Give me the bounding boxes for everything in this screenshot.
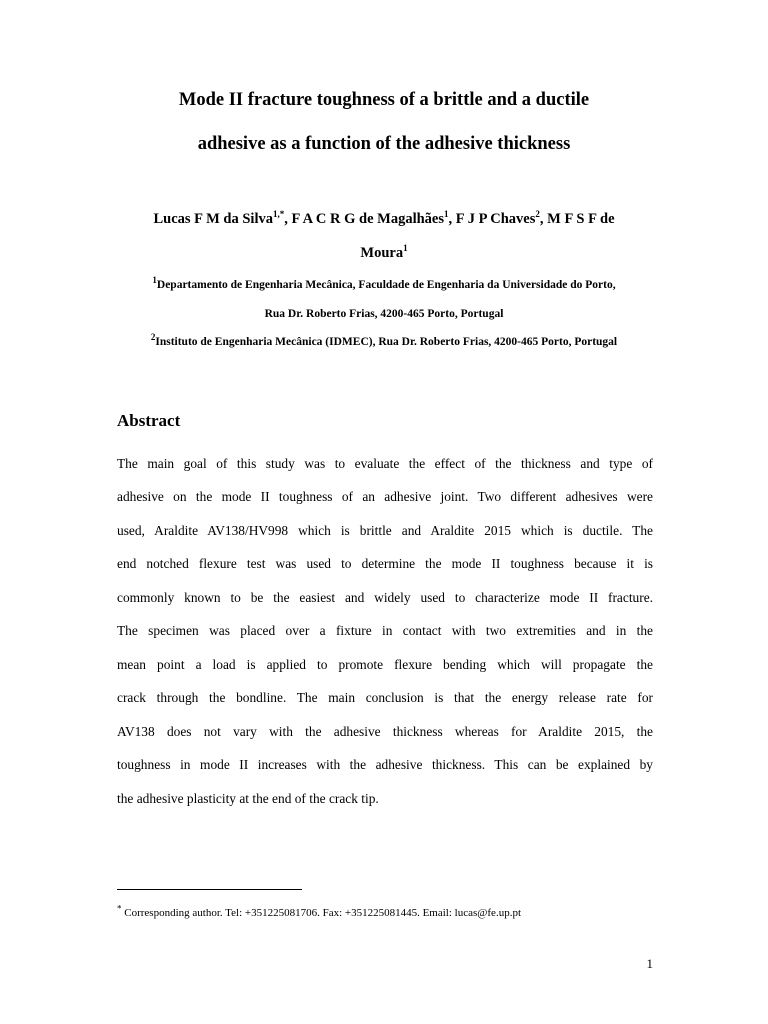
author-list xyxy=(0,210,768,228)
abstract-line: commonly known to be the easiest and widely used to characterize mode II fracture. xyxy=(117,590,653,605)
abstract-line: toughness in mode II increases with the adhesive thickness. This can be explained by xyxy=(117,757,653,772)
footnote-text: Corresponding author. Tel: +351225081706. Fax: +351225081445. Email: lucas@fe.up.pt xyxy=(121,907,521,919)
author-name: M F S F de xyxy=(547,211,615,227)
abstract-line: AV138 does not vary with the adhesive thickness whereas for Araldite 2015, the xyxy=(117,724,653,739)
abstract-line: mean point a load is applied to promote flexure bending which will propagate the xyxy=(117,657,653,672)
author-name: F J P Chaves xyxy=(455,211,536,227)
abstract-line: used, Araldite AV138/HV998 which is brittle and Araldite 2015 which is ductile. The xyxy=(117,523,653,538)
footnote-divider xyxy=(117,889,302,890)
abstract-line: end notched flexure test was used to determine the mode II toughness because it is xyxy=(117,556,653,571)
author-affiliation-mark: 1 xyxy=(403,243,408,254)
author-affiliation-mark: 2 xyxy=(535,209,540,220)
author-separator: , xyxy=(448,211,456,227)
author-separator: , xyxy=(539,211,548,227)
footnote xyxy=(117,903,521,920)
author-name: Moura xyxy=(360,245,404,261)
affiliation-1 xyxy=(0,275,768,292)
abstract-line: The specimen was placed over a fixture in contact with two extremities and in the xyxy=(117,623,653,638)
author-list-continued xyxy=(0,244,768,262)
abstract-line: The main goal of this study was to evaluate the effect of the thickness and type of xyxy=(117,456,653,471)
abstract-line: the adhesive plasticity at the end of the crack tip. xyxy=(117,791,379,806)
paper-title-line-1: Mode II fracture toughness of a brittle and a ductile xyxy=(178,90,590,110)
page-number: 1 xyxy=(646,956,653,971)
affiliation-mark: 2 xyxy=(150,332,156,343)
paper-title-line-2: adhesive as a function of the adhesive thickness xyxy=(197,134,571,154)
affiliation-text: Instituto de Engenharia Mecânica (IDMEC), Rua Dr. Roberto Frias, 4200-465 Porto, Portugal xyxy=(155,336,618,348)
abstract-line: crack through the bondline. The main conclusion is that the energy release rate for xyxy=(117,690,653,705)
footnote-mark: * xyxy=(117,903,122,914)
affiliation-2 xyxy=(0,332,768,349)
abstract-heading: Abstract xyxy=(117,411,181,430)
author-separator: , xyxy=(284,211,292,227)
abstract-line: adhesive on the mode II toughness of an adhesive joint. Two different adhesives were xyxy=(117,489,653,504)
affiliation-text: Departamento de Engenharia Mecânica, Faculdade de Engenharia da Universidade do Porto, xyxy=(156,279,616,291)
author-name: F A C R G de Magalhães xyxy=(291,211,445,227)
author-affiliation-mark: 1,* xyxy=(272,209,285,220)
author-affiliation-mark: 1 xyxy=(444,209,449,220)
author-name: Lucas F M da Silva xyxy=(153,211,273,227)
affiliation-mark: 1 xyxy=(152,275,157,286)
affiliation-1-address: Rua Dr. Roberto Frias, 4200-465 Porto, Portugal xyxy=(264,308,504,320)
